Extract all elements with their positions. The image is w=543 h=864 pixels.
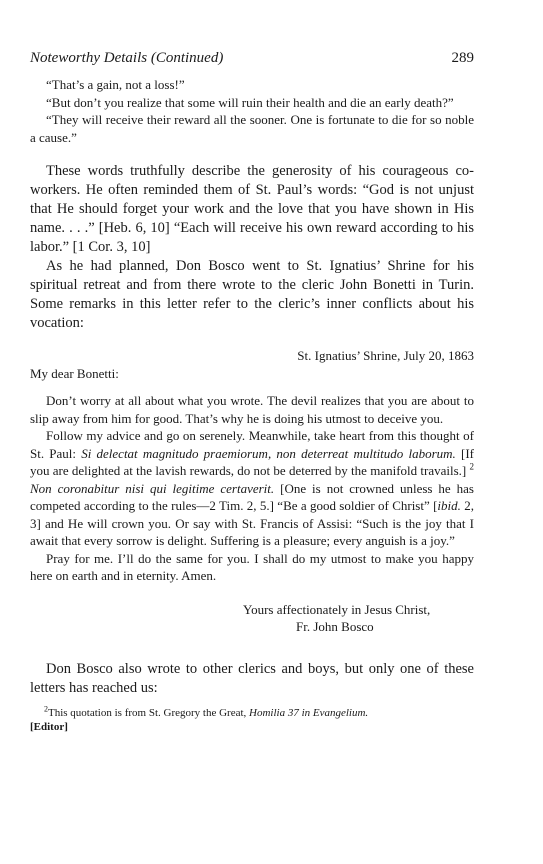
body-text-after-letter — [30, 660, 474, 698]
footnote-reference: 2 — [469, 461, 474, 472]
dialogue-line: “That’s a gain, not a loss!” — [46, 77, 185, 92]
page-header — [30, 50, 474, 70]
letter-paragraph: Don’t worry at all about what you wrote. The devil realizes that you are about to slip away from him for good. That’s why he is doing his utmost to deceive you. — [30, 393, 474, 426]
closing-signature: Fr. John Bosco — [296, 619, 374, 634]
footnote: $^2$This quotation is from St. Gregory the Great, Homilia 37 in Evangelium. [Editor] — [30, 706, 474, 735]
body-paragraph: As he had planned, Don Bosco went to St. Ignatius’ Shrine for his spiritual retreat and from there wrote to the cleric John Bonetti in Turin. Some remarks in this letter refer to the cleric’s inner conflicts about his vocation: — [30, 258, 474, 331]
running-head: Noteworthy Details (Continued) — [30, 50, 224, 66]
letter-dateline: St. Ignatius’ Shrine, July 20, 1863 — [297, 348, 474, 363]
letter-paragraph: Pray for me. I’ll do the same for you. I shall do my utmost to make you happy here on earth and in eternity. Amen. — [30, 550, 474, 583]
footnote-mark: 2 — [44, 703, 48, 713]
book-page — [30, 50, 474, 735]
dialogue-block — [30, 76, 474, 146]
dialogue-line: “They will receive their reward all the sooner. One is fortunate to die for so noble a cause.” — [30, 112, 474, 145]
letter-body — [30, 392, 474, 585]
body-paragraph: Don Bosco also wrote to other clerics and boys, but only one of these letters has reached us: — [30, 660, 474, 696]
footnote-editor: [Editor] — [30, 721, 68, 733]
letter-paragraph: Follow my advice and go on serenely. Meanwhile, take heart from this thought of St. Paul: Si delectat magnitudo praemiorum, non deterreat multitudo laborum. [If you are delighted at the lavish rewards, do not be deterred by the manifold travails.] $^2$ Non coronabitur nisi qui legitime certaverit. [One is not crowned unless he has competed according to the rules—2 Tim. 2, 5.] “Be a good soldier of Christ” [ibid. 2, 3] and He will crown you. Or say with St. Francis of Assisi: “Such is the joy that I await that every sorrow is delight. Suffering is a pleasure; every anguish is a joy.” — [30, 428, 474, 548]
letter-salutation: My dear Bonetti: — [30, 365, 119, 381]
closing-valediction: Yours affectionately in Jesus Christ, — [243, 601, 431, 617]
page-number: 289 — [451, 50, 474, 66]
body-paragraph: These words truthfully describe the generosity of his courageous co-workers. He often reminded them of St. Paul’s words: “God is not unjust that He should forget your work and the love that you have shown in His name. . . .” [Heb. 6, 10] “Each will receive his own reward according to his labor.” [1 Cor. 3, 10] — [30, 163, 474, 255]
dialogue-line: “But don’t you realize that some will ruin their health and die an early death?” — [46, 94, 454, 110]
letter-closing — [30, 601, 474, 636]
body-text — [30, 162, 474, 333]
